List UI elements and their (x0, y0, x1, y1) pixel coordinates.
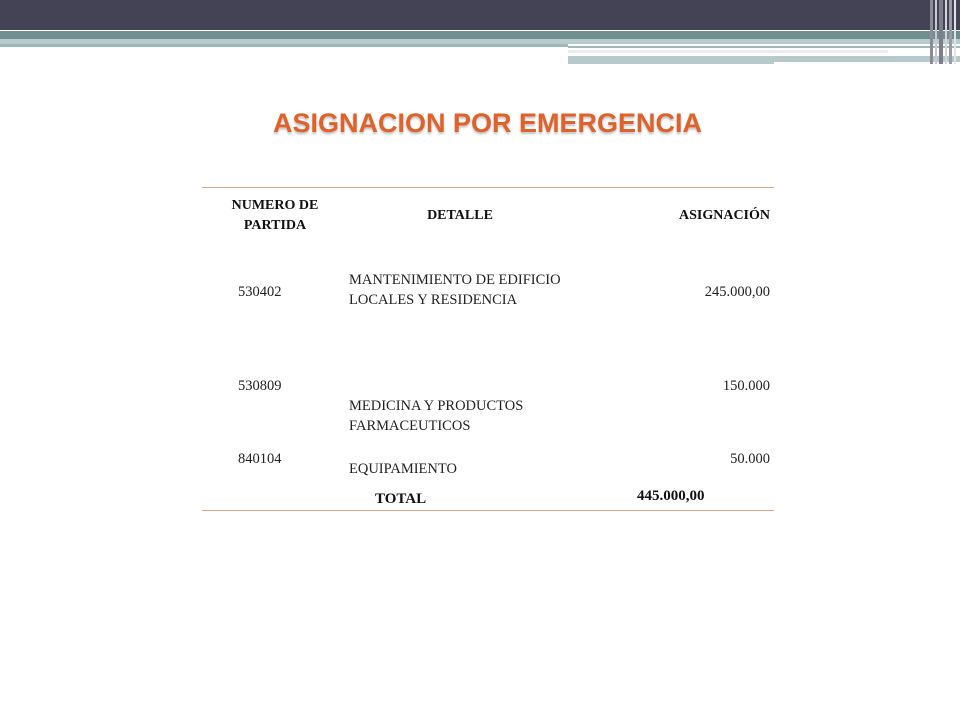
row-asignacion: 50.000 (730, 451, 770, 467)
header-band (568, 50, 888, 53)
header-asignacion: ASIGNACIÓN (678, 208, 770, 223)
row-partida: 530809 (238, 378, 282, 394)
row-detalle: MANTENIMIENTO DE EDIFICIO LOCALES Y RESIDENCIA (349, 272, 561, 308)
slide-title: ASIGNACION POR EMERGENCIA (272, 108, 703, 138)
total-label: TOTAL (375, 491, 427, 507)
row-asignacion: 150.000 (722, 378, 770, 394)
row-detalle: EQUIPAMIENTO (349, 461, 457, 477)
header-partida: NUMERO DE PARTIDA (231, 198, 319, 233)
row-detalle: MEDICINA Y PRODUCTOS FARMACEUTICOS (349, 398, 524, 434)
header-band (568, 46, 960, 48)
header-band (0, 31, 960, 39)
header-detalle: DETALLE (427, 208, 493, 223)
total-value: 445.000,00 (637, 488, 705, 504)
header-band (0, 44, 568, 47)
row-asignacion: 245.000,00 (704, 284, 770, 300)
table-top-rule (202, 187, 774, 188)
header-bar (0, 0, 960, 30)
row-partida: 530402 (238, 284, 282, 300)
table-bottom-rule (202, 510, 774, 511)
corner-stripes (930, 0, 960, 64)
row-partida: 840104 (238, 451, 282, 467)
